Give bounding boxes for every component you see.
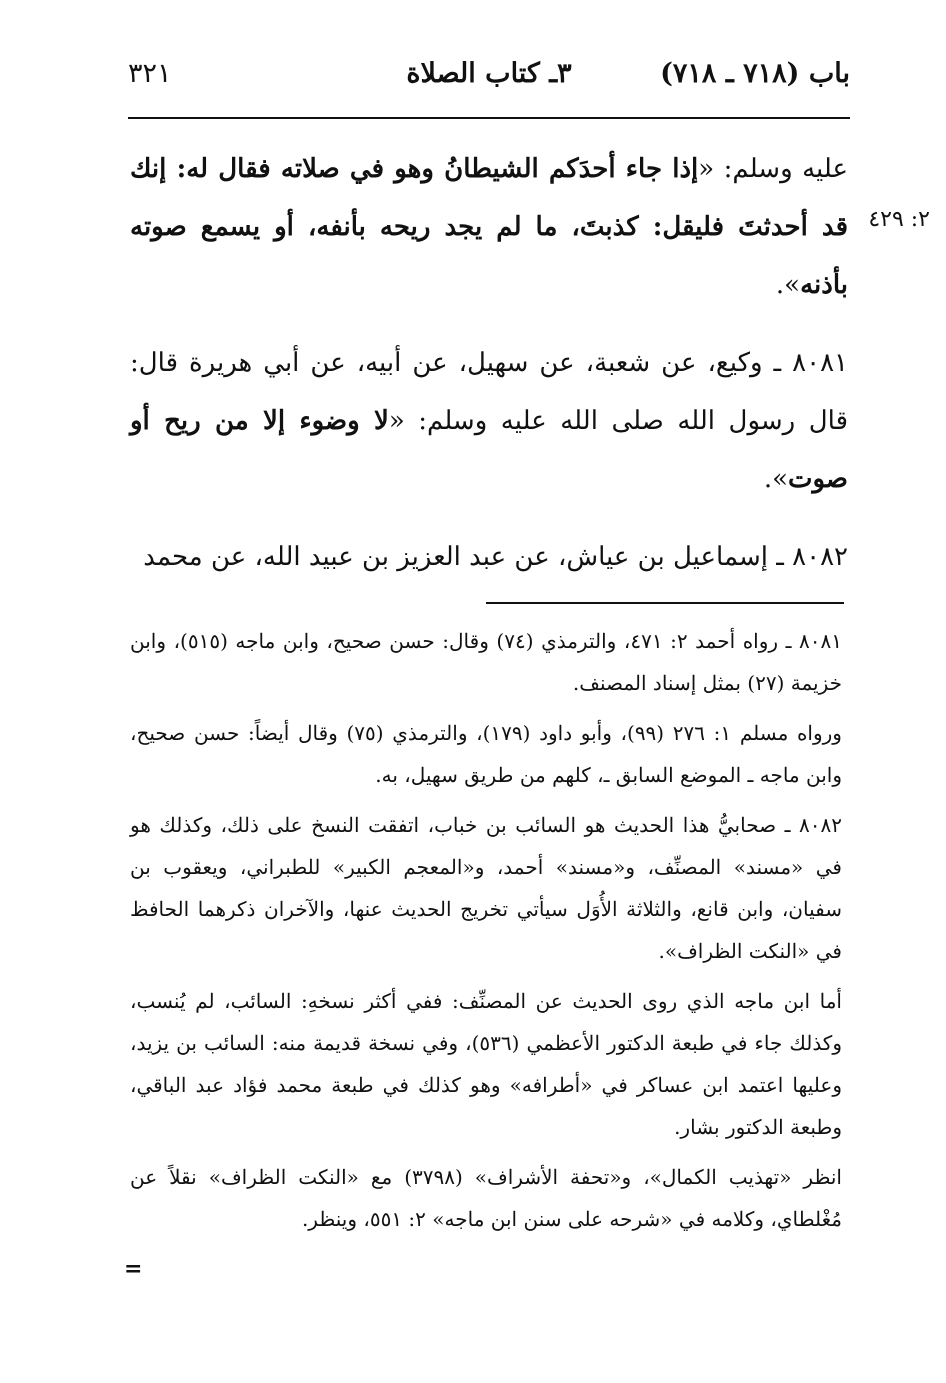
footnote-8081: ٨٠٨١ ـ رواه أحمد ٢: ٤٧١، والترمذي (٧٤) وقال: حسن صحيح، وابن ماجه (٥١٥)، وابن خزيمة (٢٧) بمثل إسناد المصنف.: [130, 629, 842, 695]
running-header: [128, 58, 850, 102]
footnote-8082-refs: انظر «تهذيب الكمال»، و«تحفة الأشراف» (٣٧٩٨) مع «النكت الظراف» نقلاً عن مُغْلطاي، وكلامه في «شرحه على سنن ابن ماجه» ٢: ٥٥١، وينظر.: [130, 1165, 842, 1231]
header-chapter: باب (٧١٨ ـ ٧١٨): [660, 58, 850, 89]
p1-hadith-text: إذا جاء أحدَكم الشيطانُ وهو في صلاته فقال له: إنك قد أحدثتَ فليقل: كذبتَ، ما لم يجد ريحه بأنفه، أو يسمع صوته بأذنه: [130, 154, 848, 300]
hadith-8082: ٨٠٨٢ ـ إسماعيل بن عياش، عن عبد العزيز بن عبيد الله، عن محمد: [143, 542, 848, 572]
p1-intro: عليه وسلم: «: [698, 154, 848, 184]
header-rule: [128, 117, 850, 119]
footnote-8082: ٨٠٨٢ ـ صحابيُّ هذا الحديث هو السائب بن خباب، اتفقت النسخ على ذلك، وكذلك هو في «مسند» المصنِّف، و«مسند» أحمد، و«المعجم الكبير» للطبراني، ويعقوب بن سفيان، وابن قانع، والثلاثة الأُوَل سيأتي تخريج الحديث عنها، والآخران ذكرهما الحافظ في «النكت الظراف».: [130, 813, 842, 963]
p2-hadith-text: لا وضوء إلا من ريح أو صوت: [130, 406, 848, 494]
p2-close: ».: [763, 464, 788, 494]
hadith-8081: [130, 334, 848, 508]
footnote-8081-cont: ورواه مسلم ١: ٢٧٦ (٩٩)، وأبو داود (١٧٩)، والترمذي (٧٥) وقال أيضاً: حسن صحيح، وابن ماجه ـ الموضع السابق ـ، كلهم من طريق سهيل، به.: [130, 721, 842, 787]
margin-reference: ٢: ٤٢٩: [868, 207, 930, 232]
footnotes: [130, 620, 842, 1248]
page-number: ٣٢١: [128, 58, 172, 89]
footnote-8082-cont: أما ابن ماجه الذي روى الحديث عن المصنِّف: ففي أكثر نسخهِ: السائب، لم يُنسب، وكذلك جاء في طبعة الدكتور الأعظمي (٥٣٦)، وفي نسخة قديمة منه: السائب بن يزيد، وعليها اعتمد ابن عساكر في «أطرافه» وهو كذلك في طبعة محمد فؤاد عبد الباقي، وطبعة الدكتور بشار.: [130, 989, 842, 1139]
header-book-title: ٣ـ كتاب الصلاة: [406, 58, 572, 89]
footnote-separator: [486, 602, 844, 604]
continuation-mark: =: [124, 1256, 143, 1282]
p1-close: ».: [775, 270, 801, 300]
p2-chain: ٨٠٨١ ـ وكيع، عن شعبة، عن سهيل، عن أبيه، عن أبي هريرة قال: قال رسول الله صلى الله عليه وسلم: «: [130, 348, 848, 436]
hadith-continuation: [130, 140, 848, 314]
main-text: [130, 140, 848, 606]
